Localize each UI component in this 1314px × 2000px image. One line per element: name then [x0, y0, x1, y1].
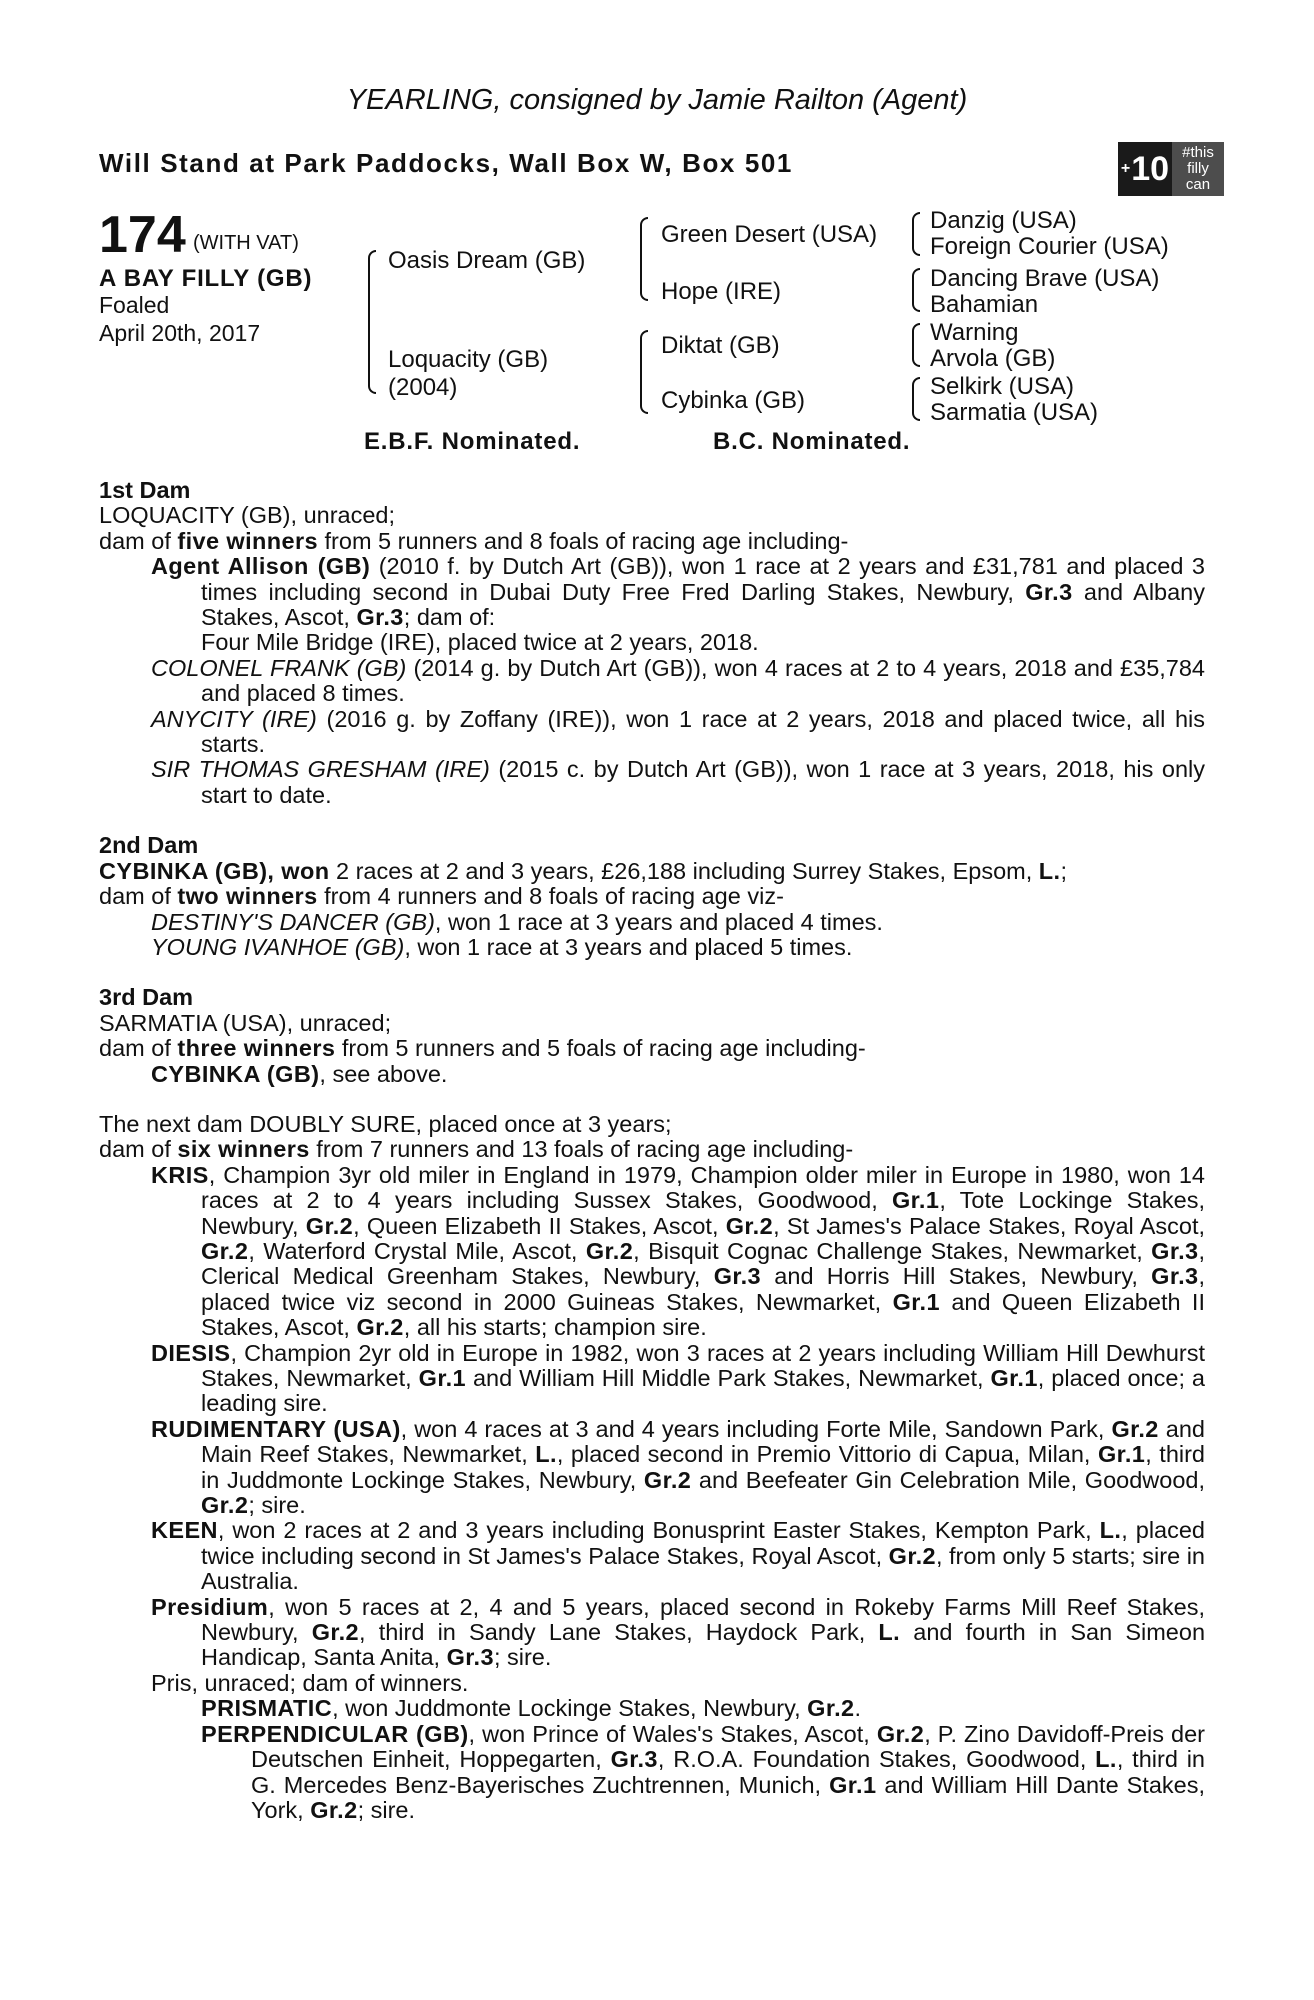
pedigree-brace-g3b — [912, 268, 920, 312]
progeny-kris: KRIS, Champion 3yr old miler in England in 1979, Champion older miler in Europe in 1980, won 14 races at 2 to 4 years including Sussex Stakes, Goodwood, Gr.1, Tote Lockinge Stakes, Newbury, Gr.2, Queen Elizabeth II Stakes, Ascot, Gr.2, St James's Palace Stakes, Royal Ascot, Gr.2, Waterford Crystal Mile, Ascot, Gr.2, Bisquit Cognac Challenge Stakes, Newmarket, Gr.3, Clerical Medical Greenham Stakes, Newbury, Gr.3 and Horris Hill Stakes, Newbury, Gr.3, placed twice viz second in 2000 Guineas Stakes, Newmarket, Gr.1 and Queen Elizabeth II Stakes, Ascot, Gr.2, all his starts; champion sire. — [151, 1161, 1206, 1341]
g3-ancestor-5: Warning — [930, 319, 1019, 346]
dam-sire: Diktat (GB) — [661, 332, 780, 359]
sire-sire: Green Desert (USA) — [661, 221, 878, 248]
pedigree-brace-dam — [640, 330, 648, 414]
progeny-diesis: DIESIS, Champion 2yr old in Europe in 1982, won 3 races at 2 years including William Hill Dewhurst Stakes, Newmarket, Gr.1 and William Hill Middle Park Stakes, Newmarket, Gr.1, placed once; a leading sire. — [151, 1339, 1205, 1417]
pedigree-brace-g3c — [912, 323, 920, 367]
first-dam-summary: dam of five winners from 5 runners and 8 foals of racing age including- — [99, 527, 849, 554]
second-dam-line: CYBINKA (GB), won 2 races at 2 and 3 years, £26,188 including Surrey Stakes, Epsom, L.; — [99, 857, 1068, 884]
horse-name: A BAY FILLY (GB) — [99, 265, 313, 292]
g3-ancestor-3: Dancing Brave (USA) — [930, 265, 1160, 292]
progeny-cybinka: CYBINKA (GB), see above. — [151, 1060, 448, 1087]
g3-ancestor-7: Selkirk (USA) — [930, 373, 1075, 400]
g3-ancestor-4: Bahamian — [930, 291, 1039, 318]
progeny-sir-thomas-gresham: SIR THOMAS GRESHAM (IRE) (2015 c. by Dutch Art (GB)), won 1 race at 3 years, 2018, his only start to date. — [151, 756, 1206, 808]
second-dam-summary: dam of two winners from 4 runners and 8 foals of racing age viz- — [99, 883, 784, 910]
dam: Loquacity (GB) — [388, 346, 549, 373]
next-dam-line: The next dam DOUBLY SURE, placed once at 3 years; — [99, 1110, 672, 1137]
grand-progeny-prismatic: PRISMATIC, won Juddmonte Lockinge Stakes, Newbury, Gr.2. — [201, 1695, 862, 1722]
plus-10-logo: + 10 — [1118, 142, 1172, 196]
catalogue-body — [99, 478, 1205, 1823]
progeny-rudimentary: RUDIMENTARY (USA), won 4 races at 3 and 4 years including Forte Mile, Sandown Park, Gr.2 and Main Reef Stakes, Newmarket, L., placed second in Premio Vittorio di Capua, Milan, Gr.1, third in Juddmonte Lockinge Stakes, Newbury, Gr.2 and Beefeater Gin Celebration Mile, Goodwood, Gr.2; sire. — [151, 1415, 1206, 1519]
next-dam-summary: dam of six winners from 7 runners and 13 foals of racing age including- — [99, 1136, 854, 1163]
g3-ancestor-2: Foreign Courier (USA) — [930, 233, 1169, 260]
pedigree-brace-gen1 — [368, 250, 376, 394]
progeny-anycity: ANYCITY (IRE) (2016 g. by Zoffany (IRE)), won 1 race at 2 years, 2018 and placed twice, all his starts. — [151, 705, 1205, 758]
progeny-destinys-dancer: DESTINY'S DANCER (GB), won 1 race at 3 years and placed 4 times. — [151, 908, 883, 935]
first-dam-heading: 1st Dam — [99, 477, 191, 503]
ebf-nominated: E.B.F. Nominated. — [364, 428, 581, 455]
sire-dam: Hope (IRE) — [661, 278, 782, 305]
this-filly-can-logo: #this filly can — [1172, 142, 1224, 196]
progeny-pris: Pris, unraced; dam of winners. — [151, 1669, 469, 1696]
second-dam-heading: 2nd Dam — [99, 832, 199, 859]
stand-location: Will Stand at Park Paddocks, Wall Box W, Box 501 — [99, 148, 793, 178]
sire: Oasis Dream (GB) — [388, 247, 586, 274]
third-dam-summary: dam of three winners from 5 runners and 5 foals of racing age including- — [99, 1035, 866, 1062]
progeny-agent-allison: Agent Allison (GB) (2010 f. by Dutch Art (GB)), won 1 race at 2 years and £31,781 and placed 3 times including second in Dubai Duty Free Fred Darling Stakes, Newbury, Gr.3 and Albany Stakes, Ascot, Gr.3; dam of: — [151, 553, 1205, 631]
g3-ancestor-8: Sarmatia (USA) — [930, 399, 1099, 426]
third-dam-line: SARMATIA (USA), unraced; — [99, 1009, 392, 1036]
lot-number: 174 — [99, 206, 186, 264]
foaled-label: Foaled — [99, 292, 170, 318]
catalogue-header: YEARLING, consigned by Jamie Railton (Agent) — [346, 84, 968, 116]
pedigree-brace-g3d — [912, 377, 920, 421]
progeny-keen: KEEN, won 2 races at 2 and 3 years including Bonusprint Easter Stakes, Kempton Park, L., placed twice including second in St James's Palace Stakes, Royal Ascot, Gr.2, from only 5 starts; sire in Australia. — [151, 1517, 1205, 1595]
progeny-presidium: Presidium, won 5 races at 2, 4 and 5 years, placed second in Rokeby Farms Mill Reef Stakes, Newbury, Gr.2, third in Sandy Lane Stakes, Haydock Park, L. and fourth in San Simeon Handicap, Santa Anita, Gr.3; sire. — [151, 1593, 1206, 1671]
first-dam-line: LOQUACITY (GB), unraced; — [99, 502, 396, 529]
pedigree-brace-g3a — [912, 212, 920, 256]
g3-ancestor-1: Danzig (USA) — [930, 207, 1077, 234]
bc-nominated: B.C. Nominated. — [713, 428, 911, 455]
progeny-young-ivanhoe: YOUNG IVANHOE (GB), won 1 race at 3 years and placed 5 times. — [151, 933, 853, 960]
vat-note: (WITH VAT) — [193, 232, 299, 254]
foaled-date: April 20th, 2017 — [99, 320, 261, 346]
third-dam-heading: 3rd Dam — [99, 984, 194, 1011]
g3-ancestor-6: Arvola (GB) — [930, 345, 1056, 372]
dam-dam: Cybinka (GB) — [661, 387, 806, 414]
grand-progeny-perpendicular: PERPENDICULAR (GB), won Prince of Wales's Stakes, Ascot, Gr.2, P. Zino Davidoff-Preis der Deutschen Einheit, Hoppegarten, Gr.3, R.O.A. Foundation Stakes, Goodwood, L., third in G. Mercedes Benz-Bayerisches Zuchtrennen, Munich, Gr.1 and William Hill Dante Stakes, York, Gr.2; sire. — [201, 1720, 1205, 1823]
ten-plus-badge — [1118, 142, 1224, 196]
dam-year: (2004) — [388, 374, 458, 401]
progeny-colonel-frank: COLONEL FRANK (GB) (2014 g. by Dutch Art (GB)), won 4 races at 2 to 4 years, 2018 and £35,784 and placed 8 times. — [151, 654, 1205, 707]
pedigree-brace-sire — [640, 217, 648, 301]
agent-allison-progeny: Four Mile Bridge (IRE), placed twice at 2 years, 2018. — [201, 629, 759, 656]
